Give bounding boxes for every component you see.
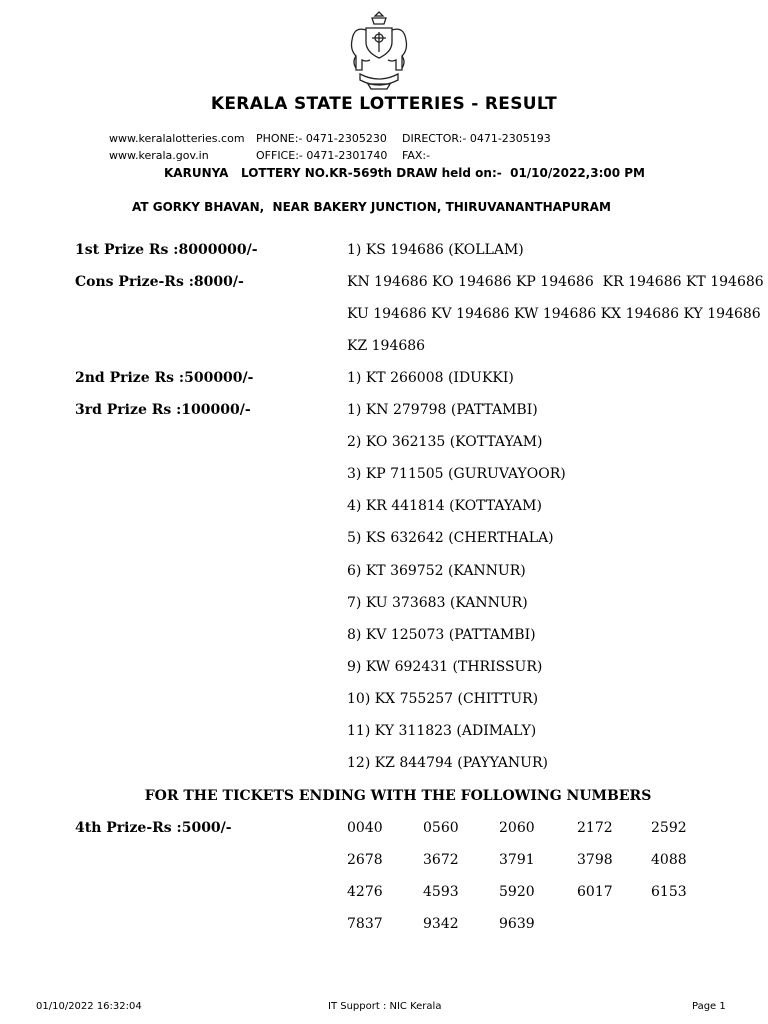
draw-info: KARUNYA LOTTERY NO.KR-569th DRAW held on:- 01/10/2022,3:00 PM (164, 166, 645, 180)
cons-prize-line: KN 194686 KO 194686 KP 194686 KR 194686 KT 194686 (347, 274, 764, 290)
third-prize-winner: 10) KX 755257 (CHITTUR) (347, 691, 539, 707)
draw-venue: AT GORKY BHAVAN, NEAR BAKERY JUNCTION, THIRUVANANTHAPURAM (132, 200, 611, 214)
third-prize-winner: 5) KS 632642 (CHERTHALA) (347, 530, 554, 546)
kerala-emblem-icon (346, 8, 412, 92)
footer-support: IT Support : NIC Kerala (328, 1001, 442, 1012)
ticket-ending-number: 3791 (499, 852, 535, 868)
ticket-ending-number: 4593 (423, 884, 459, 900)
third-prize-winner: 12) KZ 844794 (PAYYANUR) (347, 755, 548, 771)
third-prize-winner: 11) KY 311823 (ADIMALY) (347, 723, 537, 739)
ticket-ending-number: 2172 (577, 820, 613, 836)
ticket-ending-number: 4276 (347, 884, 383, 900)
website-link-2[interactable]: www.kerala.gov.in (109, 149, 209, 162)
ending-numbers-heading: FOR THE TICKETS ENDING WITH THE FOLLOWING NUMBERS (144, 788, 652, 804)
third-prize-winner: 3) KP 711505 (GURUVAYOOR) (347, 466, 566, 482)
cons-prize-line: KZ 194686 (347, 338, 426, 354)
second-prize-label: 2nd Prize Rs :500000/- (75, 370, 254, 386)
ticket-ending-number: 5920 (499, 884, 535, 900)
ticket-ending-number: 0560 (423, 820, 459, 836)
first-prize-label: 1st Prize Rs :8000000/- (75, 242, 258, 258)
ticket-ending-number: 0040 (347, 820, 383, 836)
page-title: KERALA STATE LOTTERIES - RESULT (210, 94, 558, 114)
ticket-ending-number: 6153 (651, 884, 687, 900)
ticket-ending-number: 9342 (423, 916, 459, 932)
fourth-prize-label: 4th Prize-Rs :5000/- (75, 820, 232, 836)
third-prize-winner: 1) KN 279798 (PATTAMBI) (347, 402, 538, 418)
third-prize-winner: 7) KU 373683 (KANNUR) (347, 595, 528, 611)
first-prize-winner: 1) KS 194686 (KOLLAM) (347, 242, 524, 258)
third-prize-winner: 4) KR 441814 (KOTTAYAM) (347, 498, 542, 514)
ticket-ending-number: 7837 (347, 916, 383, 932)
director-number: DIRECTOR:- 0471-2305193 (402, 132, 551, 145)
phone-number: PHONE:- 0471-2305230 (256, 132, 387, 145)
ticket-ending-number: 9639 (499, 916, 535, 932)
ticket-ending-number: 2678 (347, 852, 383, 868)
third-prize-winner: 9) KW 692431 (THRISSUR) (347, 659, 543, 675)
ticket-ending-number: 4088 (651, 852, 687, 868)
office-number: OFFICE:- 0471-2301740 (256, 149, 388, 162)
fax-number: FAX:- (402, 149, 431, 162)
third-prize-label: 3rd Prize Rs :100000/- (75, 402, 251, 418)
website-link[interactable]: www.keralalotteries.com (109, 132, 245, 145)
ticket-ending-number: 3672 (423, 852, 459, 868)
ticket-ending-number: 6017 (577, 884, 613, 900)
third-prize-winner: 2) KO 362135 (KOTTAYAM) (347, 434, 543, 450)
cons-prize-label: Cons Prize-Rs :8000/- (75, 274, 244, 290)
ticket-ending-number: 2060 (499, 820, 535, 836)
second-prize-winner: 1) KT 266008 (IDUKKI) (347, 370, 514, 386)
cons-prize-line: KU 194686 KV 194686 KW 194686 KX 194686 KY 194686 (347, 306, 761, 322)
third-prize-winner: 6) KT 369752 (KANNUR) (347, 563, 526, 579)
ticket-ending-number: 2592 (651, 820, 687, 836)
footer-timestamp: 01/10/2022 16:32:04 (36, 1001, 142, 1012)
third-prize-winner: 8) KV 125073 (PATTAMBI) (347, 627, 536, 643)
footer-page-number: Page 1 (692, 1001, 726, 1012)
ticket-ending-number: 3798 (577, 852, 613, 868)
